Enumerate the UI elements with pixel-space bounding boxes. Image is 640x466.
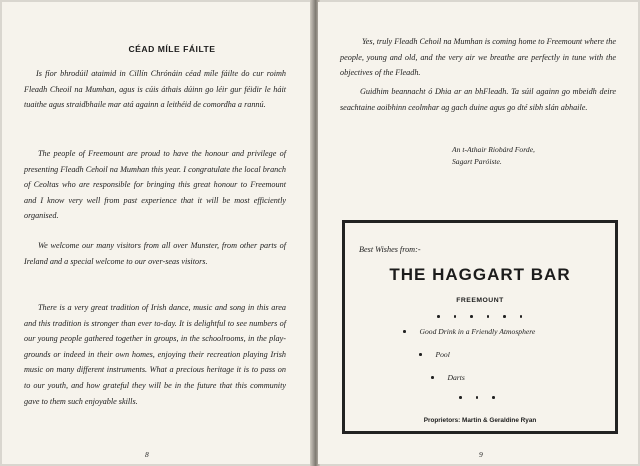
paragraph-text: There is a very great tradition of Irish dance, music and song in this area and this tradition is stronger than ever to-day. It is delightful to see numbers of our young people gathered together in groups, in the schoolrooms, in the play-grounds or indeed in their own homes, enjoying their recreation playing Irish music on many different instruments. What a precious heritage it is to pass on to our youth, and how grateful they will be in the future that this community gave to them such enjoyable skills. [24, 303, 286, 406]
dot-ornament [487, 315, 490, 318]
fleadh-paragraph [340, 34, 616, 81]
paragraph-text: Guidhim beannacht ó Dhia ar an bhFleadh. Ta súil againn go mbeidh deire seachtaine aoibhinn ceolmhar ag gach duine agus go dté sibh slán abhaile. [340, 87, 616, 112]
bullet-icon [403, 330, 406, 333]
best-wishes-label: Best Wishes from:- [359, 245, 421, 254]
paragraph-text: The people of Freemount are proud to have the honour and privilege of presenting Fleadh Cehoil na Mumhan this year. I congratulate the local branch of Ceoltas who are responsible for bringing this great honour to Freemount and I know very well from past experience that it will be most efficiently organised. [24, 149, 286, 221]
right-page [318, 2, 638, 464]
advert-item-text: Darts [447, 373, 465, 382]
advertisement-box [342, 220, 618, 434]
blessing-paragraph [340, 84, 616, 115]
dot-divider [437, 315, 522, 318]
proprietors-line: Proprietors: Martin & Geraldine Ryan [423, 417, 537, 424]
page-number: 9 [479, 450, 483, 459]
paragraph-text: Is fíor bhrodúil ataimid in Cillín Chrónáin céad míle fáilte do cur roimh Fleadh Cheoil na Mumhan, agus is cúis áthais dúinn go léir gur féidir le háit tuaithe agus straidbhaile mar atá againn a leithéid de comordha a rannú. [24, 69, 286, 110]
welcome-paragraph [24, 146, 286, 224]
left-page [2, 2, 312, 464]
visitors-paragraph [24, 238, 286, 269]
bullet-icon [419, 353, 422, 356]
page-number: 8 [145, 450, 149, 459]
advert-item [431, 373, 465, 382]
advert-item-text: Pool [435, 350, 450, 359]
advert-item [419, 350, 450, 359]
dot-ornament [503, 315, 506, 318]
dot-ornament [459, 396, 462, 399]
dot-ornament [520, 315, 523, 318]
dot-ornament [470, 315, 473, 318]
advert-item [403, 327, 535, 336]
paragraph-text: We welcome our many visitors from all over Munster, from other parts of Ireland and a special welcome to our over-seas visitors. [24, 241, 286, 266]
signature-name: An t-Athair Riobárd Forde, [452, 145, 535, 154]
signature-block [452, 144, 535, 168]
dot-ornament [454, 315, 457, 318]
dot-ornament [476, 396, 479, 399]
dot-ornament [492, 396, 495, 399]
irish-welcome-paragraph [24, 66, 286, 113]
business-location: FREEMOUNT [456, 297, 504, 304]
dot-ornament [437, 315, 440, 318]
advert-item-text: Good Drink in a Friendly Atmosphere [419, 327, 536, 336]
page-heading: CÉAD MÍLE FÁILTE [128, 44, 216, 54]
business-name: THE HAGGART BAR [389, 265, 571, 284]
paragraph-text: Yes, truly Fleadh Cehoil na Mumhan is coming home to Freemount where the people, young and old, and the very air we breathe are perfectly in tune with the objectives of the Fleadh. [340, 37, 617, 78]
tradition-paragraph [24, 300, 286, 409]
bullet-icon [431, 376, 434, 379]
dot-divider [459, 396, 495, 399]
signature-title: Sagart Paróiste. [452, 157, 502, 166]
